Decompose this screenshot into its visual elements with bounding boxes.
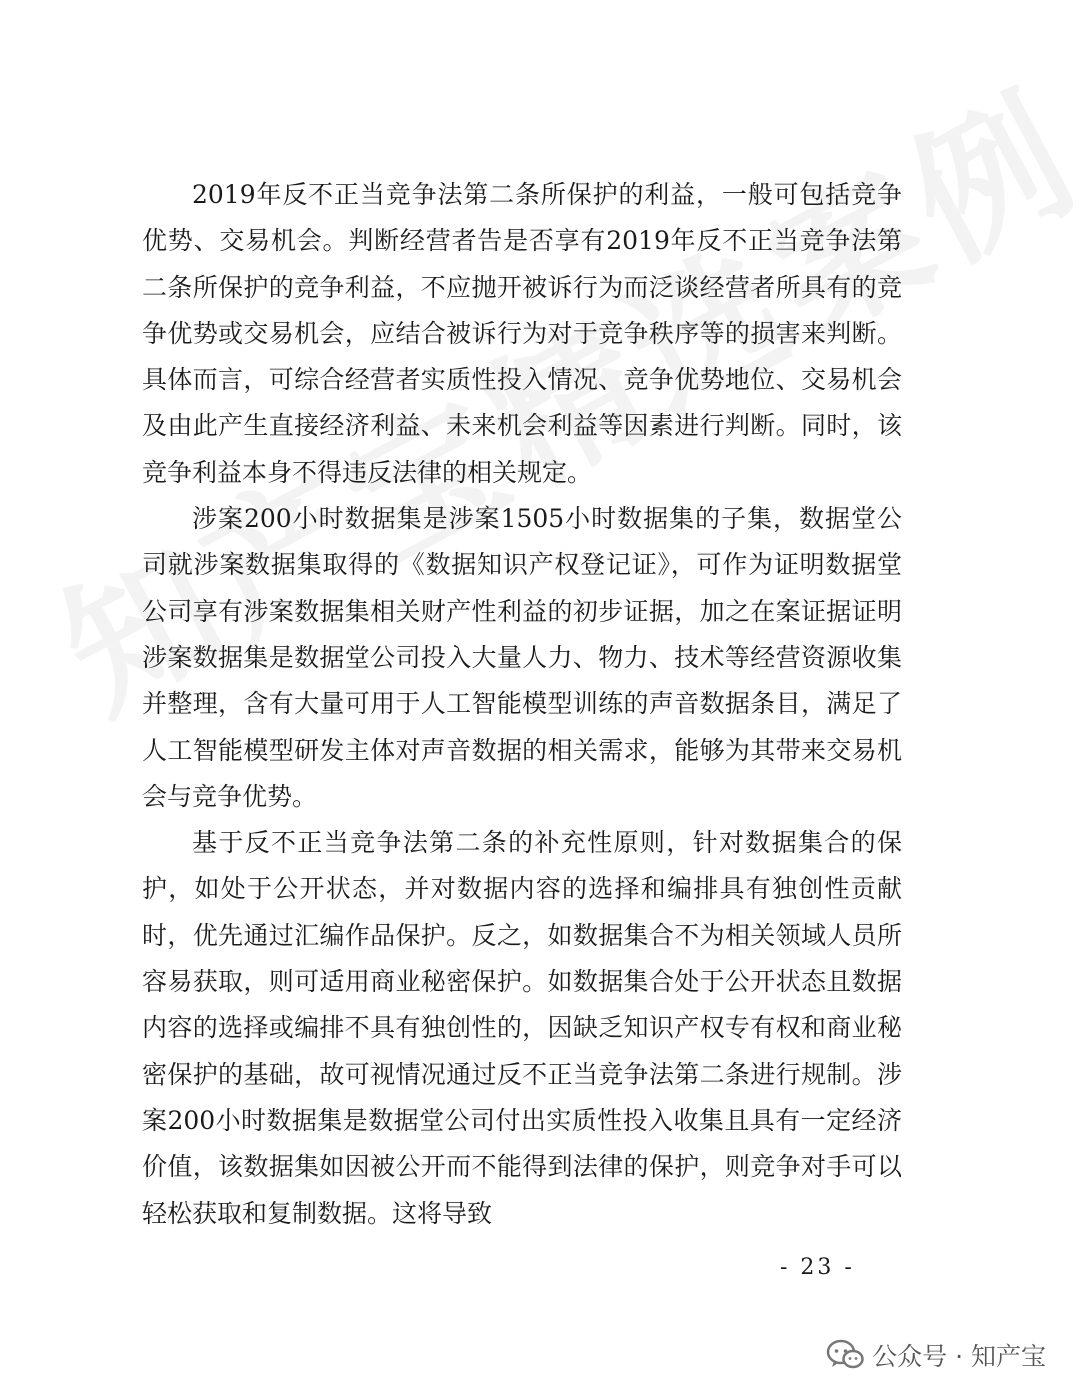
paragraph-3: 基于反不正当竞争法第二条的补充性原则，针对数据集合的保护，如处于公开状态，并对数据内容的选择和编排具有独创性贡献时，优先通过汇编作品保护。反之，如数据集合不为相关领域人员所容易获取，则可适用商业秘密保护。如数据集合处于公开状态且数据内容的选择或编排不具有独创性的，因缺乏知识产权专有权和商业秘密保护的基础，故可视情况通过反不正当竞争法第二条进行规制。涉案200小时数据集是数据堂公司付出实质性投入收集且具有一定经济价值，该数据集如因被公开而不能得到法律的保护，则竞争对手可以轻松获取和复制数据。这将导致	[142, 828, 902, 1228]
wechat-icon	[826, 1339, 864, 1371]
document-body	[142, 172, 902, 1237]
paragraph-2: 涉案200小时数据集是涉案1505小时数据集的子集，数据堂公司就涉案数据集取得的《数据知识产权登记证》，可作为证明数据堂公司享有涉案数据集相关财产性利益的初步证据，加之在案证据证明涉案数据集是数据堂公司投入大量人力、物力、技术等经营资源收集并整理，含有大量可用于人工智能模型训练的声音数据条目，满足了人工智能模型研发主体对声音数据的相关需求，能够为其带来交易机会与竞争优势。	[142, 504, 902, 811]
paragraph-1: 2019年反不正当竞争法第二条所保护的利益，一般可包括竞争优势、交易机会。判断经营者告是否享有2019年反不正当竞争法第二条所保护的竞争利益，不应抛开被诉行为而泛谈经营者所具有的竞争优势或交易机会，应结合被诉行为对于竞争秩序等的损害来判断。具体而言，可综合经营者实质性投入情况、竞争优势地位、交易机会及由此产生直接经济利益、未来机会利益等因素进行判断。同时，该竞争利益本身不得违反法律的相关规定。	[142, 180, 902, 487]
page-number: - 23 -	[780, 1255, 855, 1280]
source-label: 公众号 · 知产宝	[872, 1342, 1046, 1371]
source-mark	[826, 1337, 1046, 1373]
